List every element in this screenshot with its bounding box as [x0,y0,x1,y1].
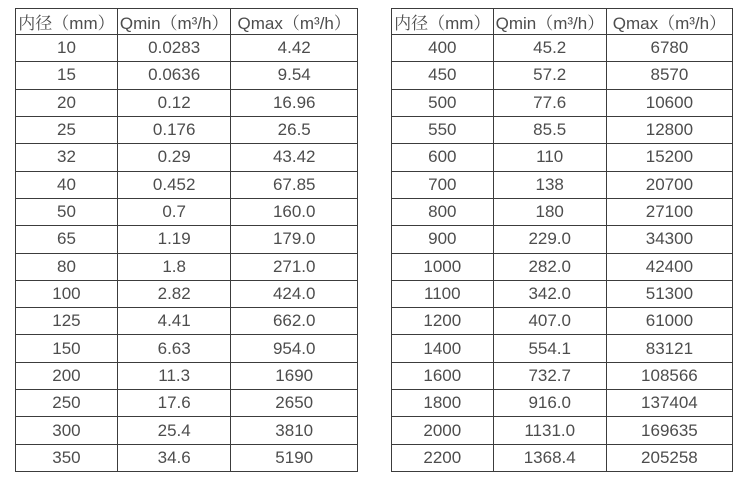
table-cell: 0.29 [117,144,231,171]
table-cell: 954.0 [231,335,358,362]
table-cell: 271.0 [231,253,358,280]
column-header: 内径（mm） [392,9,494,35]
table-row [392,144,733,171]
table-cell: 407.0 [493,308,606,335]
table-cell: 137404 [606,390,732,417]
table-cell: 160.0 [231,198,358,225]
table-cell: 180 [493,198,606,225]
table-row [392,362,733,389]
table-row [392,9,733,35]
table-cell: 1368.4 [493,444,606,471]
table-body [16,35,358,472]
table-cell: 15200 [606,144,732,171]
table-row [16,171,358,198]
table-cell: 10 [16,35,118,62]
table-row [392,116,733,143]
table-row [392,444,733,471]
table-cell: 65 [16,226,118,253]
table-cell: 17.6 [117,390,231,417]
table-cell: 16.96 [231,89,358,116]
table-cell: 2200 [392,444,494,471]
table-cell: 10600 [606,89,732,116]
table-row [392,89,733,116]
column-header: Qmin（m³/h） [493,9,606,35]
table-cell: 169635 [606,417,732,444]
table-cell: 500 [392,89,494,116]
table-header-row [16,9,358,35]
table-header-row [392,9,733,35]
table-cell: 150 [16,335,118,362]
table-row [392,417,733,444]
table-cell: 83121 [606,335,732,362]
table-cell: 4.41 [117,308,231,335]
table-cell: 8570 [606,62,732,89]
table-cell: 900 [392,226,494,253]
table-cell: 27100 [606,198,732,225]
table-row [16,116,358,143]
table-cell: 3810 [231,417,358,444]
table-cell: 1000 [392,253,494,280]
column-header: Qmax（m³/h） [231,9,358,35]
table-row [392,198,733,225]
table-row [16,308,358,335]
table-cell: 800 [392,198,494,225]
table-cell: 61000 [606,308,732,335]
table-cell: 45.2 [493,35,606,62]
table-cell: 2000 [392,417,494,444]
table-cell: 20 [16,89,118,116]
table-cell: 1131.0 [493,417,606,444]
table-cell: 1200 [392,308,494,335]
table-cell: 2.82 [117,280,231,307]
table-cell: 2650 [231,390,358,417]
table-cell: 15 [16,62,118,89]
column-header: 内径（mm） [16,9,118,35]
table-cell: 400 [392,35,494,62]
table-cell: 20700 [606,171,732,198]
table-row [16,144,358,171]
table-row [392,335,733,362]
table-cell: 0.7 [117,198,231,225]
table-cell: 282.0 [493,253,606,280]
table-cell: 250 [16,390,118,417]
table-cell: 916.0 [493,390,606,417]
table-cell: 11.3 [117,362,231,389]
table-cell: 450 [392,62,494,89]
table-cell: 77.6 [493,89,606,116]
table-cell: 0.176 [117,116,231,143]
table-cell: 25 [16,116,118,143]
table-cell: 6.63 [117,335,231,362]
table-row [392,171,733,198]
table-cell: 138 [493,171,606,198]
table-cell: 700 [392,171,494,198]
table-cell: 42400 [606,253,732,280]
table-cell: 100 [16,280,118,307]
table-row [16,444,358,471]
table-row [392,226,733,253]
table-cell: 26.5 [231,116,358,143]
table-cell: 1100 [392,280,494,307]
table-body [392,35,733,472]
table-cell: 0.0283 [117,35,231,62]
table-cell: 1.8 [117,253,231,280]
column-header: Qmax（m³/h） [606,9,732,35]
table-cell: 50 [16,198,118,225]
table-cell: 110 [493,144,606,171]
table-row [16,198,358,225]
table-row [16,89,358,116]
table-row [392,62,733,89]
table-cell: 205258 [606,444,732,471]
table-cell: 732.7 [493,362,606,389]
table-row [16,9,358,35]
table-cell: 424.0 [231,280,358,307]
flow-rate-table-large-diameters [391,8,733,472]
table-cell: 12800 [606,116,732,143]
table-cell: 40 [16,171,118,198]
flow-rate-table-small-diameters [15,8,358,472]
table-row [392,280,733,307]
table-row [16,362,358,389]
table-cell: 300 [16,417,118,444]
table-cell: 85.5 [493,116,606,143]
table-cell: 550 [392,116,494,143]
table-row [392,390,733,417]
table-cell: 5190 [231,444,358,471]
table-cell: 43.42 [231,144,358,171]
table-cell: 67.85 [231,171,358,198]
table-cell: 1690 [231,362,358,389]
table-cell: 57.2 [493,62,606,89]
table-cell: 0.0636 [117,62,231,89]
table-cell: 51300 [606,280,732,307]
table-row [16,62,358,89]
table-row [392,308,733,335]
column-header: Qmin（m³/h） [117,9,231,35]
table-cell: 25.4 [117,417,231,444]
table-cell: 200 [16,362,118,389]
table-row [16,280,358,307]
table-cell: 600 [392,144,494,171]
table-cell: 4.42 [231,35,358,62]
table-cell: 125 [16,308,118,335]
table-cell: 0.12 [117,89,231,116]
table-cell: 32 [16,144,118,171]
table-cell: 350 [16,444,118,471]
table-cell: 34300 [606,226,732,253]
table-cell: 34.6 [117,444,231,471]
table-row [16,253,358,280]
table-cell: 108566 [606,362,732,389]
table-row [16,390,358,417]
table-cell: 80 [16,253,118,280]
table-cell: 554.1 [493,335,606,362]
table-row [16,226,358,253]
table-cell: 0.452 [117,171,231,198]
table-cell: 662.0 [231,308,358,335]
table-row [392,253,733,280]
table-row [16,335,358,362]
table-row [16,35,358,62]
table-cell: 1600 [392,362,494,389]
table-cell: 342.0 [493,280,606,307]
table-cell: 229.0 [493,226,606,253]
table-cell: 1.19 [117,226,231,253]
table-cell: 1800 [392,390,494,417]
table-row [392,35,733,62]
table-cell: 1400 [392,335,494,362]
table-cell: 179.0 [231,226,358,253]
table-row [16,417,358,444]
table-cell: 6780 [606,35,732,62]
table-cell: 9.54 [231,62,358,89]
